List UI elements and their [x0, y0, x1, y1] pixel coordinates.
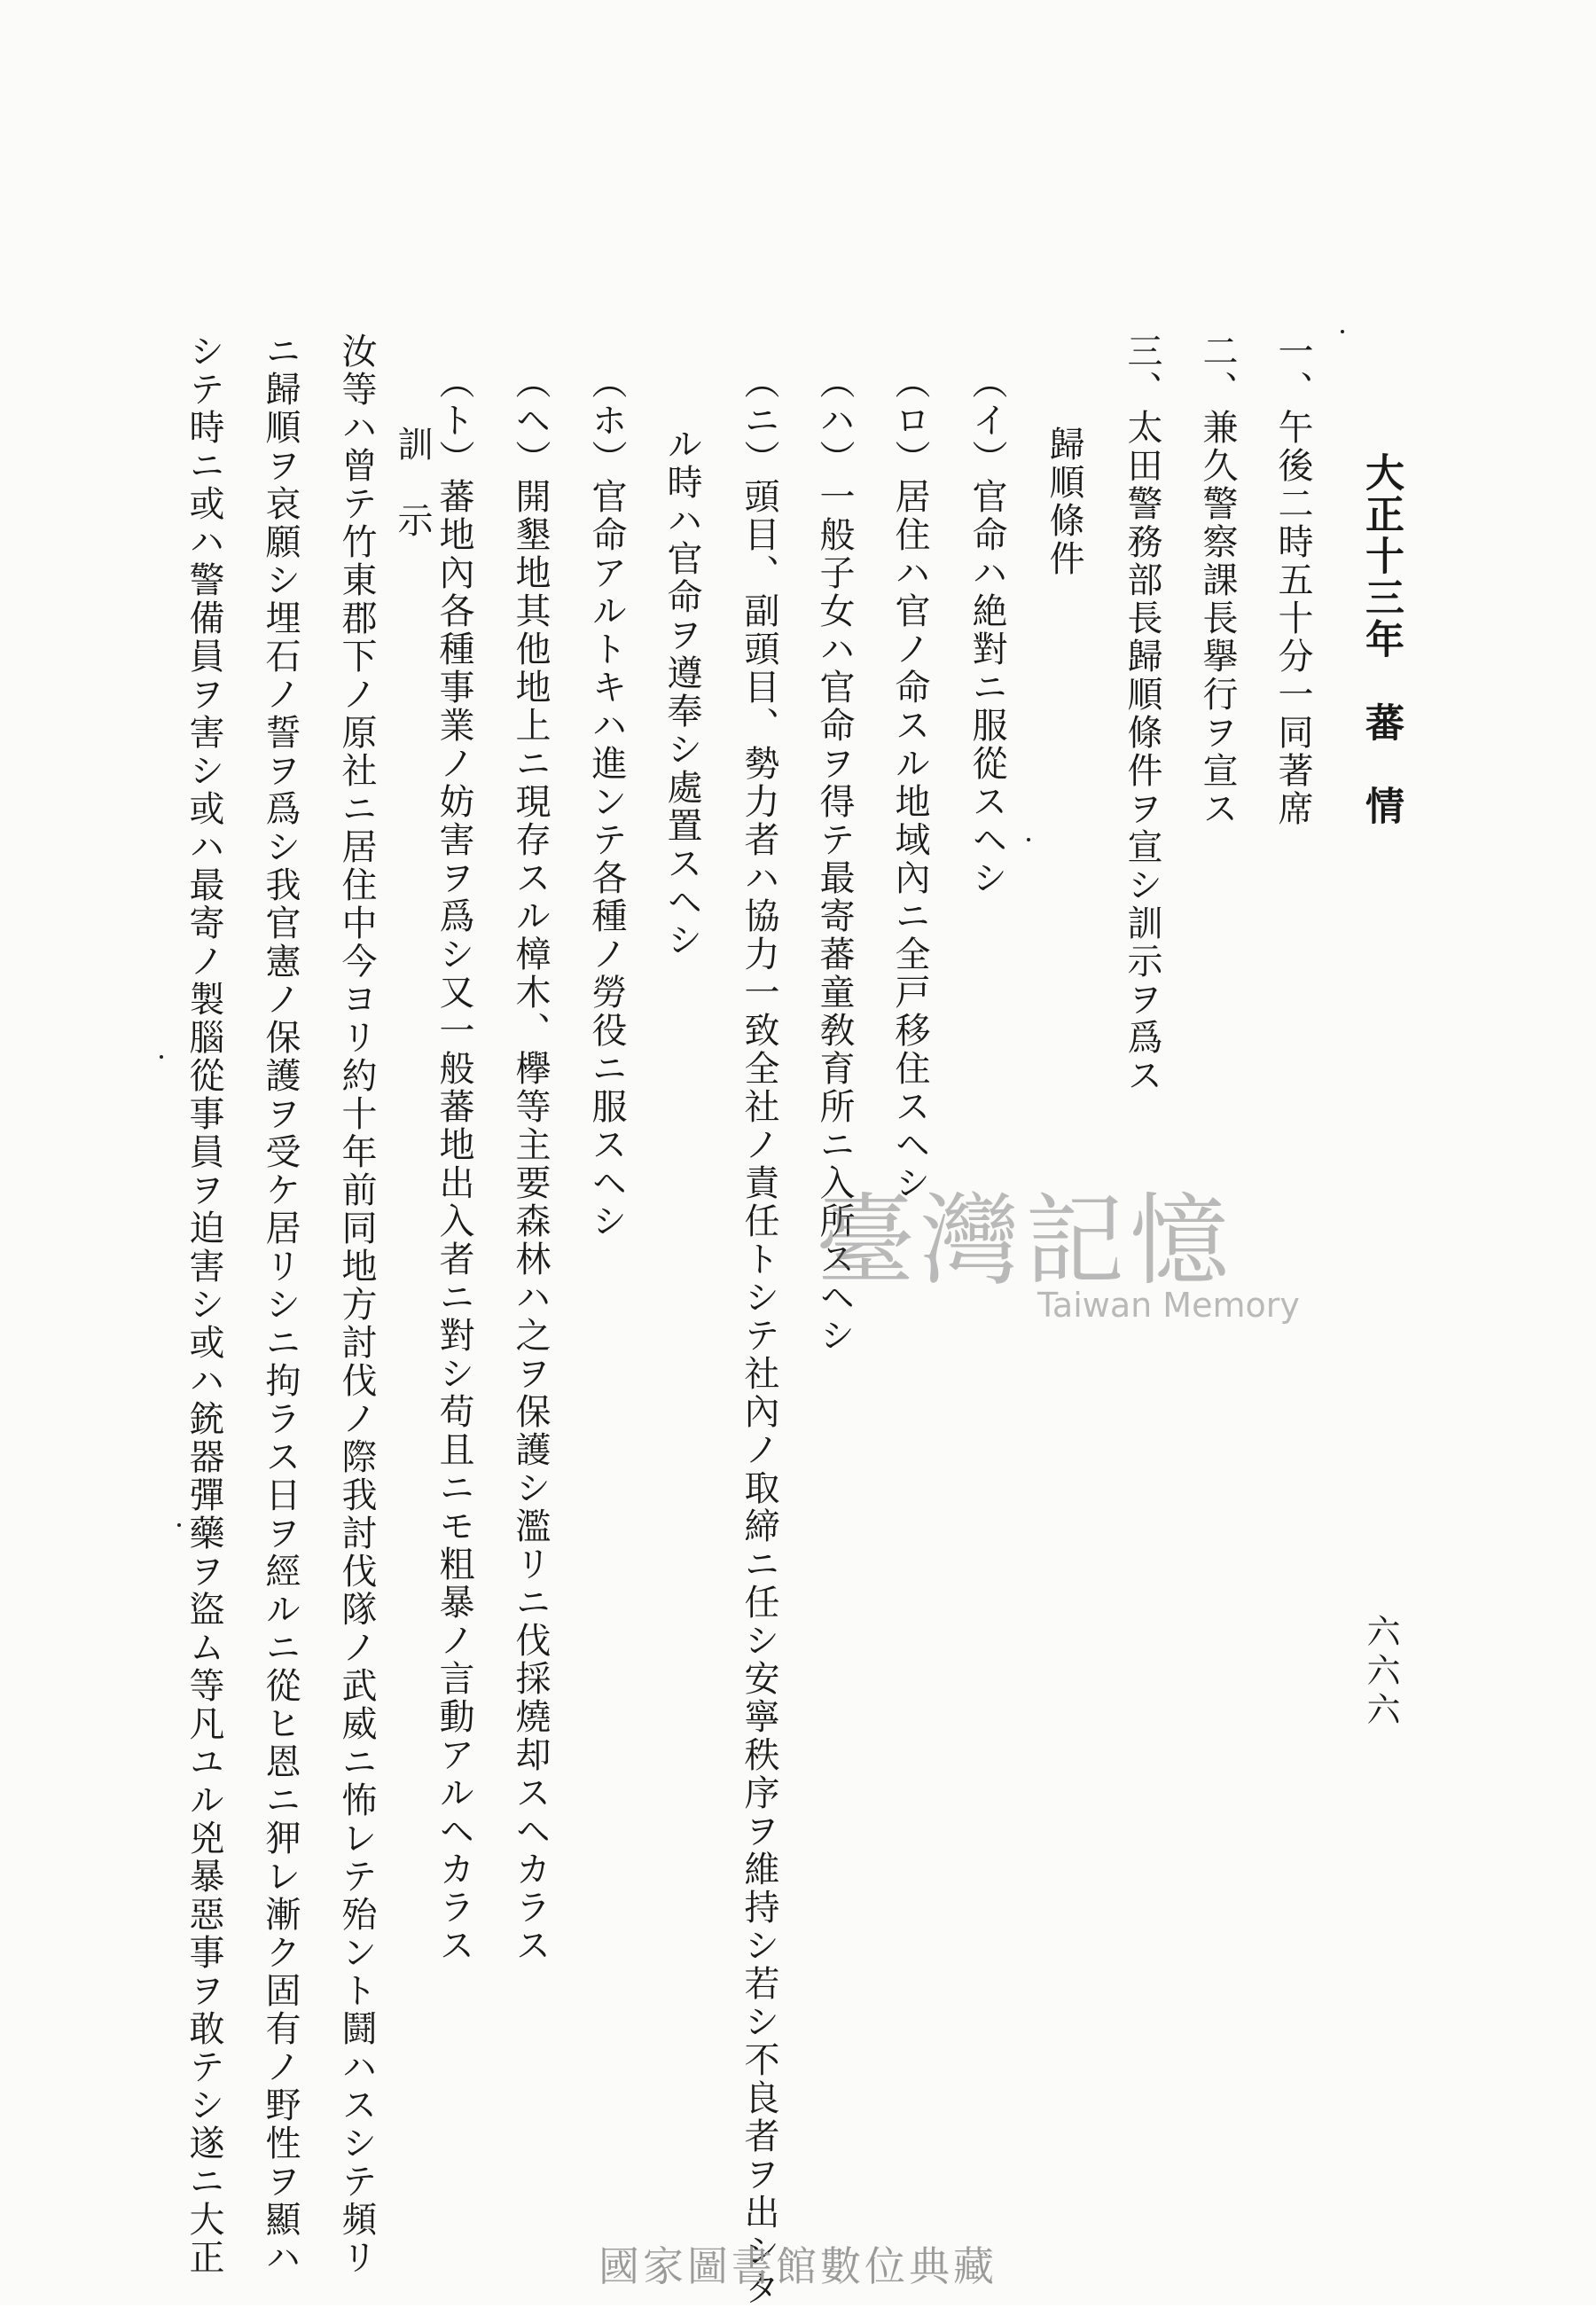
condition-item-ro: （ロ）居住ハ官ノ命スル地域內ニ全戸移住スヘシ	[889, 364, 930, 1202]
text-column-3: 三、太田警務部長歸順條件ヲ宣シ訓示ヲ爲ス	[1122, 333, 1162, 1095]
section-heading-kijun-joken: 歸順條件	[1044, 426, 1084, 578]
print-speck	[1341, 330, 1344, 333]
page-header-title: 大正十三年 蕃 情	[1358, 452, 1404, 827]
section-heading-kunji: 訓 示	[392, 426, 433, 540]
condition-item-i: （イ）官命ハ絶對ニ服從スヘシ	[966, 364, 1007, 897]
condition-item-he: （ヘ）開墾地其他地上ニ現存スル樟木、欅等主要森林ハ之ヲ保護シ濫リニ伐採燒却スヘカラス	[510, 364, 551, 1965]
watermark-logo-text: 臺灣記憶	[816, 1184, 1234, 1299]
page-number: 六六六	[1361, 1614, 1400, 1731]
condition-item-ha: （ハ）一般子女ハ官命ヲ得テ最寄蕃童敎育所ニ入所スヘシ	[814, 364, 855, 1355]
taiwan-memory-watermark	[816, 1162, 1300, 1339]
print-speck	[1027, 838, 1030, 841]
condition-item-ho: （ホ）官命アルトキハ進ンテ各種ノ勞役ニ服スヘシ	[586, 364, 627, 1240]
text-column-2: 二、兼久警察課長擧行ヲ宣ス	[1197, 333, 1238, 828]
address-text-line-1: 汝等ハ曾テ竹東郡下ノ原社ニ居住中今ヨリ約十年前同地方討伐ノ際我討伐隊ノ武威ニ怖レテ殆ント鬪ハスシテ頻リ	[336, 333, 377, 2277]
condition-item-ni-continued: ル時ハ官命ヲ遵奉シ處置スヘシ	[661, 426, 702, 959]
address-text-line-3: シテ時ニ或ハ警備員ヲ害シ或ハ最寄ノ製腦從事員ヲ迫害シ或ハ銃器彈藥ヲ盜ム等凡ユル兇暴惡事ヲ敢テシ遂ニ大正	[184, 333, 224, 2277]
condition-item-to: （ト）蕃地內各種事業ノ妨害ヲ爲シ又一般蕃地出入者ニ對シ苟且ニモ粗暴ノ言動アルヘカラス	[434, 364, 474, 1965]
text-column-1: 一、午後二時五十分一同著席	[1272, 333, 1313, 828]
condition-item-ni: （ニ）頭目、副頭目、勢力者ハ協力一致全社ノ責任トシテ社內ノ取締ニ任シ安寧秩序ヲ維持シ若シ不良者ヲ出シタ	[739, 364, 779, 2308]
watermark-logo-subtitle: Taiwan Memory	[1037, 1286, 1300, 1325]
library-footer: 國家圖書館數位典藏	[598, 2242, 998, 2290]
print-speck	[177, 1523, 181, 1527]
address-text-line-2: ニ歸順ヲ哀願シ埋石ノ誓ヲ爲シ我官憲ノ保護ヲ受ケ居リシニ拘ラス日ヲ經ルニ從ヒ恩ニ狎レ漸ク固有ノ野性ヲ顯ハ	[260, 333, 301, 2277]
print-speck	[160, 1055, 163, 1059]
